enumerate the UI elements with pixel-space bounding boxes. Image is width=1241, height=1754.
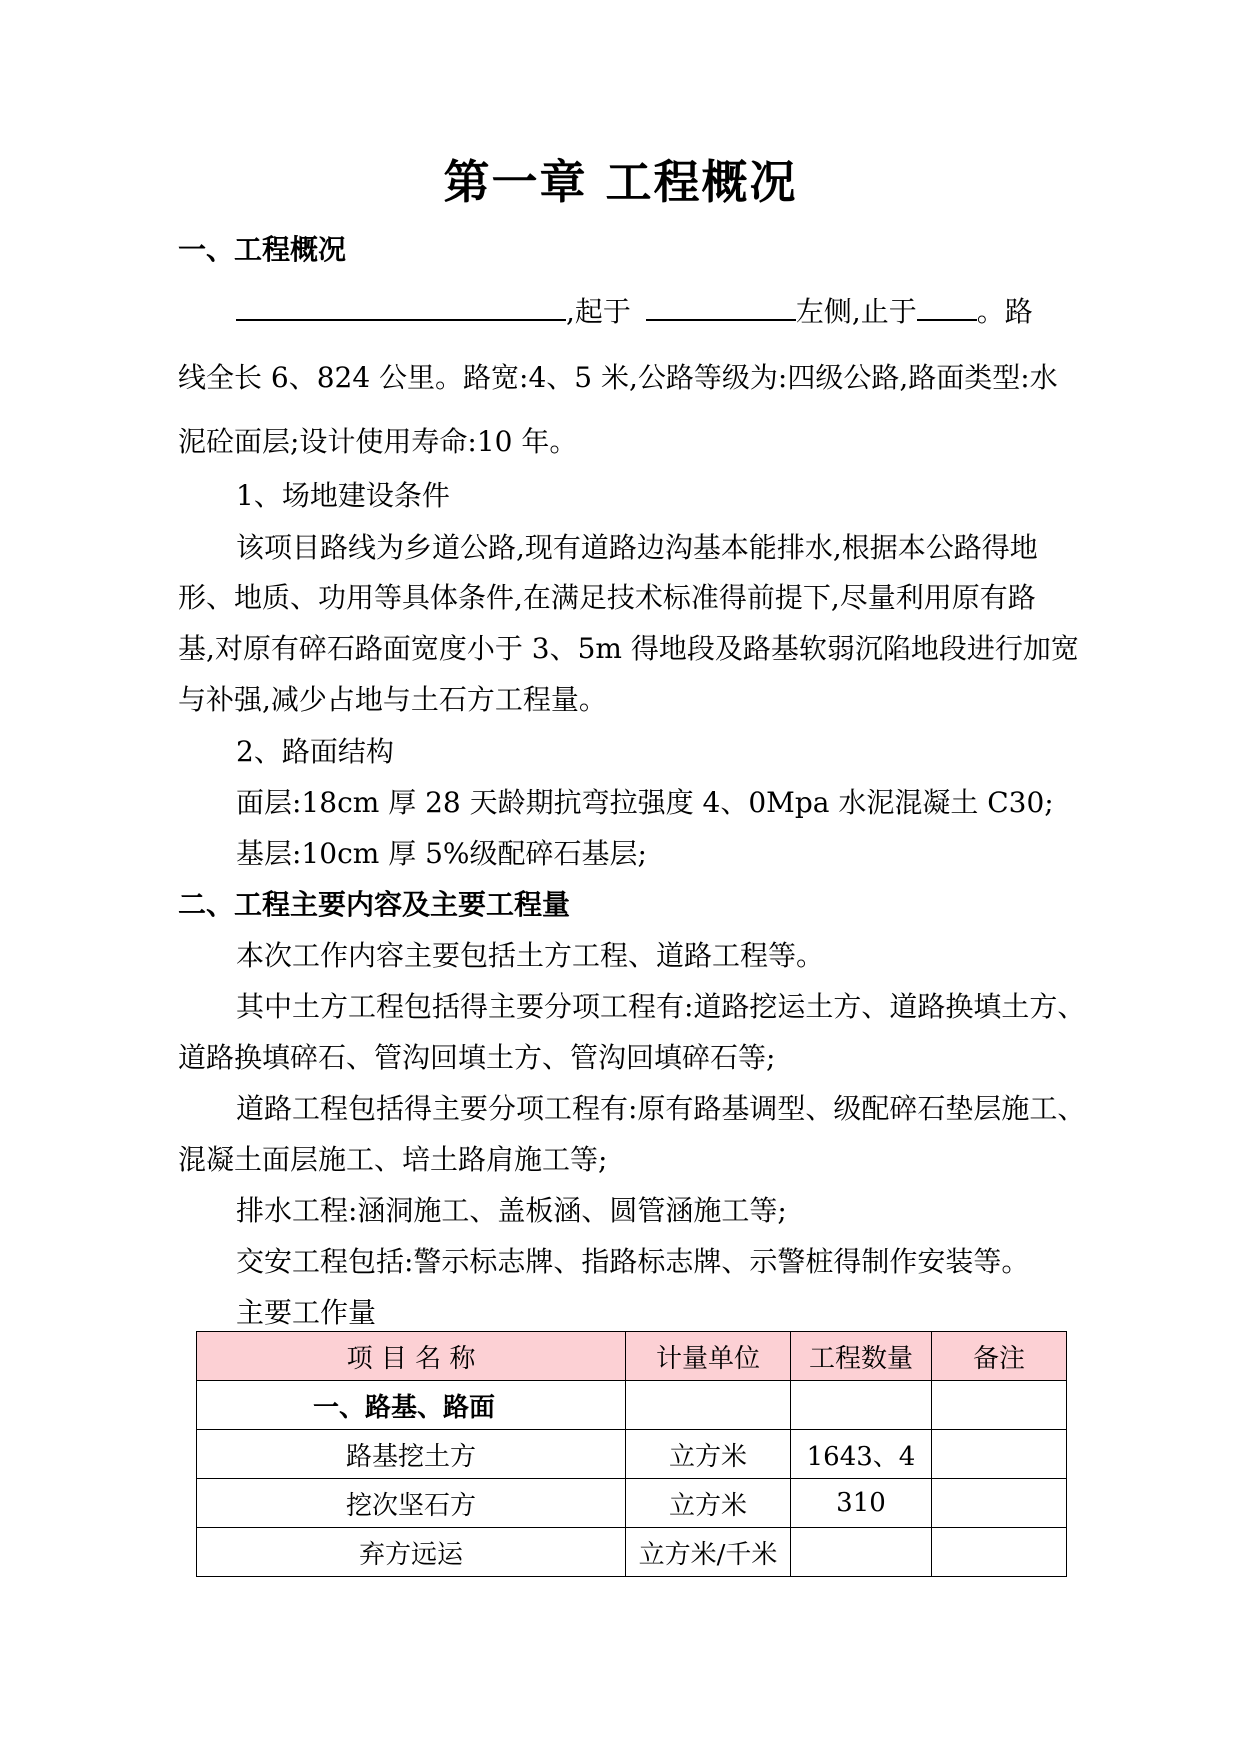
- table-cell: [932, 1479, 1067, 1528]
- paragraph-line: 本次工作内容主要包括土方工程、道路工程等。: [236, 939, 825, 972]
- paragraph-line: 该项目路线为乡道公路,现有道路边沟基本能排水,根据本公路得地: [236, 531, 1038, 564]
- table-cell: [932, 1430, 1067, 1479]
- chapter-title: 第一章 工程概况: [443, 155, 798, 209]
- table-row: [197, 1528, 1067, 1577]
- table-cell: 一、路基、路面: [197, 1381, 626, 1430]
- fill-blank: [236, 293, 566, 321]
- table-cell: 310: [791, 1479, 932, 1528]
- paragraph-line: 线全长 6、824 公里。路宽:4、5 米,公路等级为:四级公路,路面类型:水: [178, 361, 1058, 394]
- table-cell: 立方米: [626, 1479, 791, 1528]
- table-header-cell: 工程数量: [791, 1332, 932, 1381]
- section-heading-1: 一、工程概况: [178, 233, 347, 266]
- table-cell: 1643、4: [791, 1430, 932, 1479]
- table-row: [197, 1479, 1067, 1528]
- table-row: [197, 1381, 1067, 1430]
- paragraph-line: 泥砼面层;设计使用寿命:10 年。: [178, 425, 578, 458]
- table-cell: 路基挖土方: [197, 1430, 626, 1479]
- paragraph-line: 主要工作量: [236, 1296, 377, 1329]
- paragraph-line: 基,对原有碎石路面宽度小于 3、5m 得地段及路基软弱沉陷地段进行加宽: [178, 632, 1079, 665]
- table-cell: [791, 1381, 932, 1430]
- fill-blank: [917, 293, 977, 321]
- table-header-cell: 备注: [932, 1332, 1067, 1381]
- table-row: [197, 1430, 1067, 1479]
- workload-table: [196, 1331, 1067, 1577]
- table-cell: [932, 1381, 1067, 1430]
- table-cell: [626, 1381, 791, 1430]
- table-cell: 挖次坚石方: [197, 1479, 626, 1528]
- fill-blank: [646, 293, 796, 321]
- section-heading-2: 二、工程主要内容及主要工程量: [178, 888, 571, 921]
- paragraph-line: 交安工程包括:警示标志牌、指路标志牌、示警桩得制作安装等。: [236, 1245, 1030, 1278]
- paragraph-line: 与补强,减少占地与土石方工程量。: [178, 683, 607, 716]
- paragraph-line: 道路换填碎石、管沟回填土方、管沟回填碎石等;: [178, 1041, 776, 1074]
- paragraph-line: 排水工程:涵洞施工、盖板涵、圆管涵施工等;: [236, 1194, 787, 1227]
- table-header-row: [197, 1332, 1067, 1381]
- paragraph-line: 道路工程包括得主要分项工程有:原有路基调型、级配碎石垫层施工、: [236, 1092, 1086, 1125]
- paragraph-line: ,起于 左侧,止于 。路: [236, 290, 1146, 330]
- table-cell: [791, 1528, 932, 1577]
- paragraph-line: 其中土方工程包括得主要分项工程有:道路挖运土方、道路换填土方、: [236, 990, 1086, 1023]
- table-cell: 立方米/千米: [626, 1528, 791, 1577]
- table-header-cell: 计量单位: [626, 1332, 791, 1381]
- paragraph-line: 混凝土面层施工、培土路肩施工等;: [178, 1143, 608, 1176]
- paragraph-line: 基层:10cm 厚 5%级配碎石基层;: [236, 837, 647, 870]
- paragraph-line: 面层:18cm 厚 28 天龄期抗弯拉强度 4、0Mpa 水泥混凝土 C30;: [236, 786, 1054, 819]
- table-cell: 立方米: [626, 1430, 791, 1479]
- subheading: 1、场地建设条件: [236, 479, 450, 512]
- subheading: 2、路面结构: [236, 735, 394, 768]
- paragraph-line: 形、地质、功用等具体条件,在满足技术标准得前提下,尽量利用原有路: [178, 581, 1036, 614]
- table-header-cell: 项 目 名 称: [197, 1332, 626, 1381]
- table-cell: [932, 1528, 1067, 1577]
- table-cell: 弃方远运: [197, 1528, 626, 1577]
